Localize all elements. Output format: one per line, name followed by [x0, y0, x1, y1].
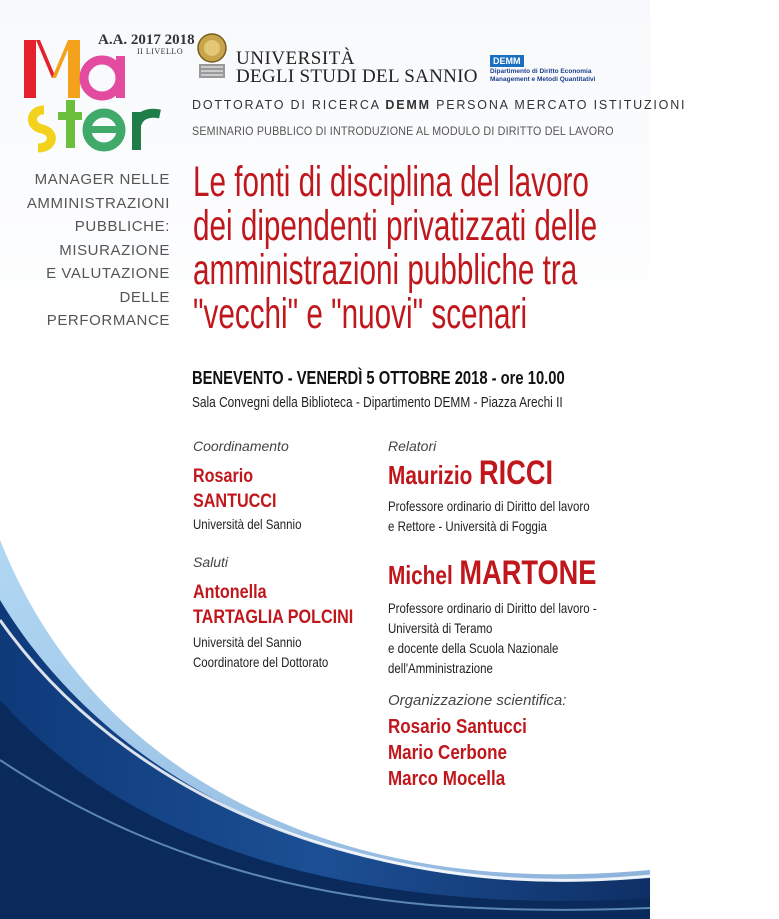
organizer-name: Marco Mocella	[388, 768, 506, 790]
doctorate-prefix: DOTTORATO DI RICERCA	[192, 98, 381, 112]
seminar-line: SEMINARIO PUBBLICO DI INTRODUZIONE AL MODULO DI DIRITTO DEL LAVORO	[192, 126, 614, 138]
organizer-name: Rosario Santucci	[388, 716, 527, 738]
greeter-affiliation-line1: Università del Sannio	[193, 634, 302, 650]
master-subtitle	[0, 168, 170, 333]
doctorate-bold: DEMM	[385, 98, 431, 112]
speaker1-last-name: RICCI	[479, 454, 554, 492]
speaker2-role-line2: Università di Teramo	[388, 620, 493, 636]
speaker1-first-name: Maurizio	[388, 460, 473, 490]
speaker1-role-line2: e Rettore - Università di Foggia	[388, 518, 547, 534]
demm-badge: DEMM	[490, 55, 524, 67]
speakers-label: Relatori	[388, 438, 437, 454]
master-subtitle-line: AMMINISTRAZIONI	[26, 194, 170, 212]
title-line: Le fonti di disciplina del lavoro	[193, 158, 589, 206]
title-line: amministrazioni pubbliche tra	[193, 246, 578, 294]
speaker2-last-name: MARTONE	[459, 554, 597, 592]
organization-label: Organizzazione scientifica:	[388, 692, 567, 709]
master-subtitle-line: MANAGER NELLE	[34, 171, 170, 188]
doctorate-suffix: PERSONA MERCATO ISTITUZIONI	[436, 98, 687, 112]
event-date: BENEVENTO - VENERDÌ 5 OTTOBRE 2018 - ore 10.00	[192, 368, 565, 388]
master-subtitle-line: PERFORMANCE	[46, 312, 170, 329]
master-logo	[22, 30, 187, 160]
department-name-line1: Dipartimento di Diritto Economia	[490, 68, 592, 75]
master-level: II LIVELLO	[137, 47, 184, 56]
academic-year: A.A. 2017 2018	[98, 32, 195, 48]
speaker2-role-line4: dell'Amministrazione	[388, 660, 493, 676]
seminar-title	[193, 160, 779, 336]
coordinator-first-name: Rosario	[193, 466, 254, 487]
department-name-line2: Management e Metodi Quantitativi	[490, 76, 596, 83]
greeter-first-name: Antonella	[193, 582, 267, 603]
university-seal-icon	[193, 32, 231, 80]
master-subtitle-line: PUBBLICHE:	[74, 218, 170, 235]
coordinator-affiliation: Università del Sannio	[193, 516, 302, 532]
event-venue: Sala Convegni della Biblioteca - Dipartimento DEMM - Piazza Arechi II	[192, 395, 563, 411]
speaker2-role-line3: e docente della Scuola Nazionale	[388, 640, 559, 656]
coordinator-last-name: SANTUCCI	[193, 491, 277, 512]
organizer-name: Mario Cerbone	[388, 742, 508, 764]
master-subtitle-line: MISURAZIONE	[59, 241, 170, 259]
speaker1-name	[388, 454, 553, 493]
speaker2-role-line1: Professore ordinario di Diritto del lavoro -	[388, 600, 597, 616]
speaker2-first-name: Michel	[388, 560, 453, 590]
speaker2-name	[388, 554, 596, 593]
title-line: dei dipendenti privatizzati delle	[193, 202, 598, 250]
doctorate-line	[192, 98, 686, 112]
greeter-affiliation-line2: Coordinatore del Dottorato	[193, 654, 329, 670]
university-name-line1: UNIVERSITÀ	[236, 48, 355, 69]
speaker1-role-line1: Professore ordinario di Diritto del lavoro	[388, 498, 590, 514]
university-name-line2: DEGLI STUDI DEL SANNIO	[236, 66, 478, 87]
title-line: "vecchi" e "nuovi" scenari	[193, 290, 528, 338]
department-name	[490, 68, 630, 84]
master-subtitle-line: E VALUTAZIONE DELLE	[46, 265, 170, 306]
greeter-last-name: TARTAGLIA POLCINI	[193, 607, 354, 628]
coordination-label: Coordinamento	[193, 438, 289, 454]
master-logo-letters	[22, 30, 187, 160]
greetings-label: Saluti	[193, 554, 229, 570]
